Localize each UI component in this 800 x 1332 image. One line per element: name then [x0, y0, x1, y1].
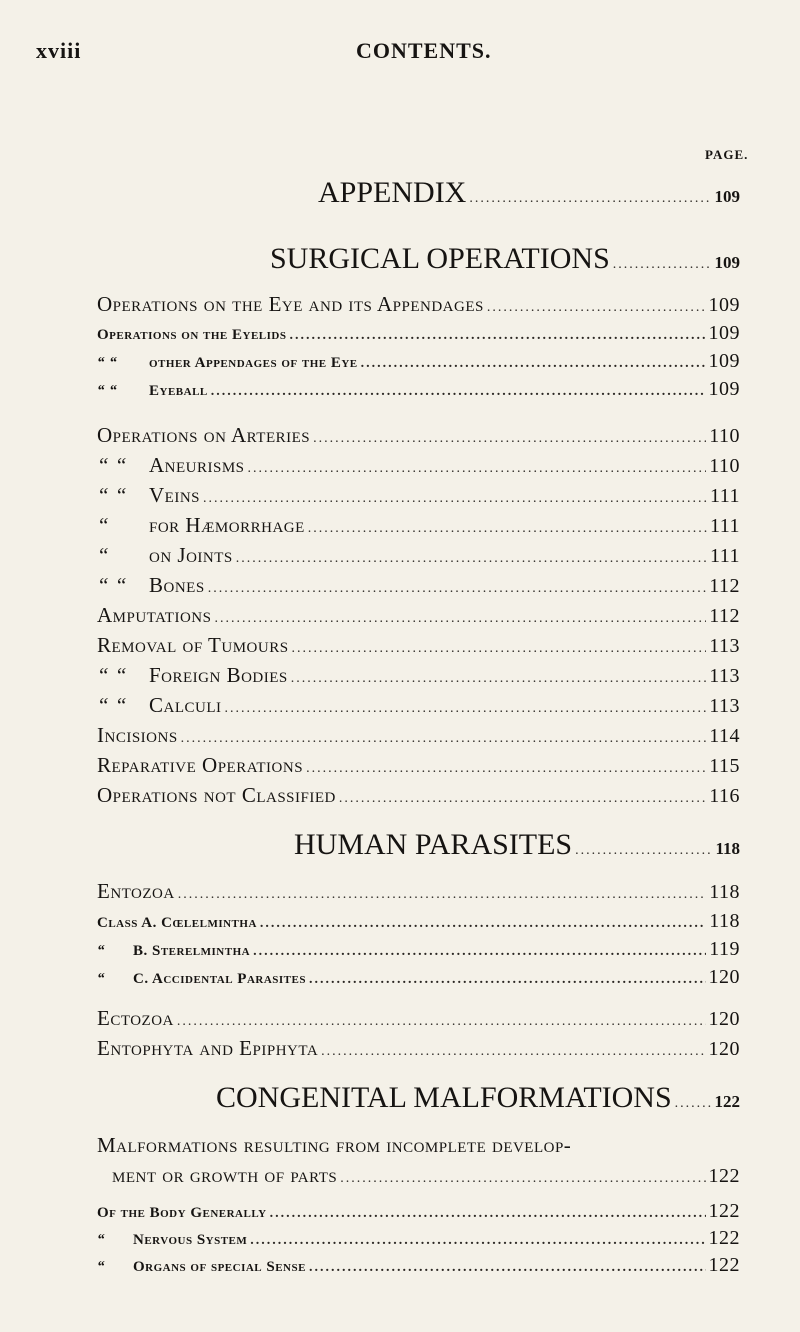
leader-dots	[214, 611, 706, 627]
leader-dots	[208, 581, 707, 597]
entry-page: 120	[708, 1008, 740, 1030]
entry-text: Ectozoa	[97, 1006, 174, 1030]
entry-page: 110	[709, 455, 740, 477]
entry-page: 111	[709, 485, 740, 507]
section-page: 109	[714, 253, 740, 272]
running-title: CONTENTS.	[356, 38, 492, 63]
entry-text: B. Sterelmintha	[133, 943, 251, 959]
leader-dots	[292, 641, 707, 657]
leader-dots	[225, 701, 707, 717]
entry-page: 109	[708, 294, 740, 316]
toc-entry	[97, 1254, 740, 1277]
leader-dots	[309, 1260, 706, 1276]
leader-dots	[308, 521, 707, 537]
entry-page: 109	[708, 350, 740, 372]
entry-page: 120	[708, 966, 740, 988]
section-title: HUMAN PARASITES	[294, 828, 573, 861]
toc-entry	[97, 966, 740, 989]
entry-ditto: “ “	[97, 663, 128, 687]
malformations-heading-line2: ment or growth of parts	[112, 1163, 338, 1187]
entry-page: 109	[708, 322, 740, 344]
entry-text: Operations on the Eye and its Appendages	[97, 292, 484, 316]
entry-page: 120	[708, 1038, 740, 1060]
entry-ditto: “ “	[97, 383, 118, 399]
entry-text: Organs of special Sense	[133, 1259, 306, 1275]
entry-text: Operations not Classified	[97, 783, 336, 807]
leader-dots	[250, 1233, 705, 1249]
malformations-heading-line1: Malformations resulting from incomplete develop-	[97, 1133, 572, 1157]
entry-page: 112	[709, 605, 740, 627]
entry-text: Class A. Cœlelmintha	[97, 915, 257, 931]
toc-entry	[97, 603, 740, 628]
leader-dots	[487, 300, 706, 316]
entry-text: Veins	[149, 483, 200, 507]
page-column-label: PAGE.	[705, 147, 749, 162]
entry-page: 112	[709, 575, 740, 597]
toc-entry	[97, 663, 740, 688]
leader-dots	[253, 944, 706, 960]
toc-entry	[97, 453, 740, 478]
leader-dots	[361, 356, 706, 372]
entry-page: 109	[708, 378, 740, 400]
entry-page: 115	[709, 755, 740, 777]
entry-page: 122	[708, 1254, 740, 1276]
entry-text: Eyeball	[149, 383, 208, 399]
toc-entry	[97, 693, 740, 718]
leader-dots	[236, 551, 707, 567]
entry-page: 122	[708, 1165, 740, 1187]
toc-entry	[97, 543, 740, 568]
entry-ditto: “ “	[97, 355, 118, 371]
section-congenital-malformations	[216, 1081, 740, 1115]
toc-entry	[97, 1006, 740, 1031]
leader-dots	[181, 731, 707, 747]
section-title: SURGICAL OPERATIONS	[270, 242, 610, 275]
entry-page: 119	[709, 938, 740, 960]
toc-entry	[97, 783, 740, 808]
entry-text: Calculi	[149, 693, 222, 717]
leader-dots	[309, 972, 706, 988]
toc-entry	[97, 322, 740, 345]
leader-dots	[203, 491, 707, 507]
leader-dots	[469, 191, 711, 207]
entry-text: Entozoa	[97, 879, 175, 903]
toc-entry	[97, 1227, 740, 1250]
entry-page: 111	[709, 515, 740, 537]
entry-page: 122	[708, 1227, 740, 1249]
entry-page: 114	[709, 725, 740, 747]
entry-text: Operations on Arteries	[97, 423, 311, 447]
entry-ditto: “ “	[97, 483, 128, 507]
entry-ditto: “	[97, 1259, 105, 1275]
toc-entry	[97, 938, 740, 961]
entry-text: Operations on the Eyelids	[97, 327, 287, 343]
leader-dots	[613, 257, 712, 273]
entry-page: 116	[709, 785, 740, 807]
toc-entry	[97, 879, 740, 904]
section-appendix	[318, 176, 740, 210]
toc-entry	[97, 573, 740, 598]
entry-text: Incisions	[97, 723, 178, 747]
leader-dots	[306, 761, 706, 777]
toc-entry	[97, 378, 740, 401]
leader-dots	[270, 1206, 706, 1222]
entry-page: 111	[709, 545, 740, 567]
toc-entry	[112, 1163, 740, 1188]
toc-entry	[97, 513, 740, 538]
leader-dots	[211, 384, 706, 400]
leader-dots	[248, 461, 707, 477]
section-title: CONGENITAL MALFORMATIONS	[216, 1081, 672, 1114]
entry-text: Aneurisms	[149, 453, 245, 477]
toc-entry	[97, 753, 740, 778]
entry-page: 113	[709, 635, 740, 657]
leader-dots	[178, 887, 707, 903]
entry-text: other Appendages of the Eye	[149, 355, 358, 371]
entry-ditto: “	[97, 543, 110, 567]
entry-text: Removal of Tumours	[97, 633, 289, 657]
entry-page: 118	[709, 881, 740, 903]
entry-page: 118	[709, 910, 740, 932]
toc-entry	[97, 1200, 740, 1223]
toc-entry	[97, 1036, 740, 1061]
section-surgical-operations	[270, 242, 740, 276]
entry-page: 113	[709, 695, 740, 717]
section-page: 122	[714, 1092, 740, 1111]
section-page: 109	[714, 187, 740, 206]
leader-dots	[575, 843, 712, 859]
section-page: 118	[715, 839, 740, 858]
entry-ditto: “ “	[97, 693, 128, 717]
entry-text: Of the Body Generally	[97, 1205, 267, 1221]
entry-ditto: “ “	[97, 573, 128, 597]
toc-entry	[97, 633, 740, 658]
toc-entry	[97, 910, 740, 933]
leader-dots	[675, 1096, 712, 1112]
leader-dots	[340, 1171, 705, 1187]
entry-text: Reparative Operations	[97, 753, 304, 777]
leader-dots	[339, 791, 706, 807]
toc-entry	[97, 423, 740, 448]
toc-entry	[97, 723, 740, 748]
entry-page: 113	[709, 665, 740, 687]
toc-entry	[97, 350, 740, 373]
entry-text: for Hæmorrhage	[149, 513, 305, 537]
toc-entry	[97, 483, 740, 508]
entry-text: C. Accidental Parasites	[133, 971, 306, 987]
leader-dots	[291, 671, 706, 687]
entry-text: Bones	[149, 573, 205, 597]
entry-text: Foreign Bodies	[149, 663, 288, 687]
entry-ditto: “	[97, 943, 105, 959]
entry-ditto: “	[97, 1232, 105, 1248]
entry-ditto: “ “	[97, 453, 128, 477]
section-human-parasites	[294, 828, 740, 862]
toc-entry	[97, 292, 740, 317]
leader-dots	[260, 916, 706, 932]
entry-text: Entophyta and Epiphyta	[97, 1036, 319, 1060]
entry-ditto: “	[97, 513, 110, 537]
leader-dots	[313, 431, 706, 447]
entry-ditto: “	[97, 971, 105, 987]
entry-text: Amputations	[97, 603, 212, 627]
entry-page: 110	[709, 425, 740, 447]
section-title: APPENDIX	[318, 176, 467, 209]
leader-dots	[177, 1014, 706, 1030]
leader-dots	[321, 1044, 705, 1060]
entry-page: 122	[708, 1200, 740, 1222]
entry-text: on Joints	[149, 543, 233, 567]
page-number: xviii	[36, 38, 82, 63]
leader-dots	[289, 328, 705, 344]
entry-text: Nervous System	[133, 1232, 248, 1248]
